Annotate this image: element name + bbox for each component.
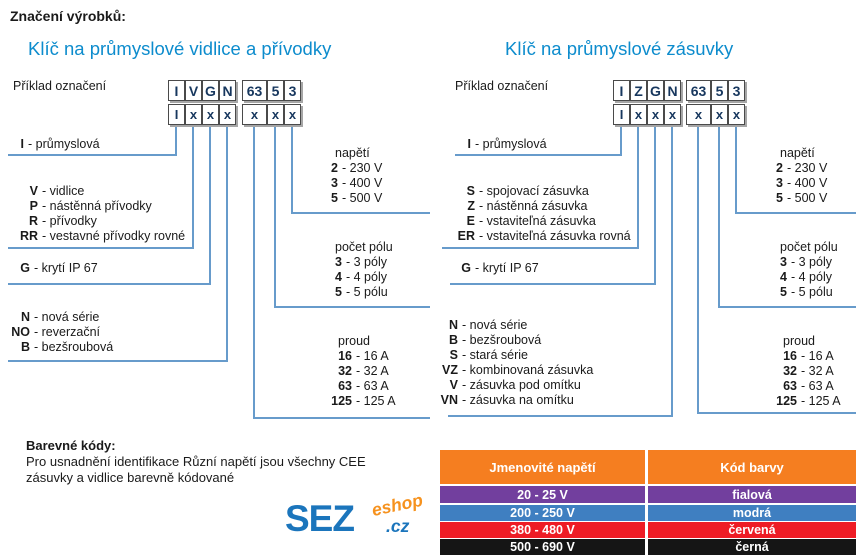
socket-label-group-type (442, 184, 631, 244)
label-code: 3 (780, 255, 787, 269)
label-code: N (448, 318, 458, 332)
connector-line (291, 212, 430, 214)
label-row (442, 199, 631, 214)
label-text: - průmyslová (28, 137, 100, 151)
color-codes-text-line2: zásuvky a vidlice barevně kódované (26, 470, 235, 485)
socket-key-heading: Klíč na průmyslové zásuvky (505, 38, 734, 59)
plug-label-group-protection (6, 261, 98, 276)
label-row (6, 137, 100, 152)
label-row (453, 261, 539, 276)
label-text: - 5 pólu (791, 285, 833, 299)
label-row (743, 394, 841, 409)
connector-line (718, 306, 856, 308)
code-cell: 3 (728, 80, 745, 101)
label-row (743, 161, 827, 176)
code-cell: x (284, 104, 301, 125)
connector-line (209, 127, 211, 283)
code-cell: Z (630, 80, 647, 101)
label-row (434, 348, 593, 363)
code-cell: G (647, 80, 664, 101)
current-group-items (743, 349, 841, 409)
label-code: 5 (776, 191, 783, 205)
table-row-voltage: 200 - 250 V (440, 505, 645, 521)
connector-line (226, 127, 228, 360)
label-row (442, 184, 631, 199)
label-text: - 4 póly (791, 270, 832, 284)
code-cell: I (613, 80, 630, 101)
poles-group-items (298, 255, 388, 300)
current-group-items (298, 349, 396, 409)
code-cell: 5 (711, 80, 728, 101)
label-text: - 3 póly (346, 255, 387, 269)
table-row-voltage: 20 - 25 V (440, 486, 645, 503)
table-header-voltage: Jmenovité napětí (440, 450, 645, 484)
plug-code-row-example-left (168, 80, 236, 101)
label-code: VZ (442, 363, 458, 377)
label-code: 4 (780, 270, 787, 284)
label-text: - nástěnná přívodky (42, 199, 152, 213)
code-cell: x (711, 104, 728, 125)
label-row (298, 176, 382, 191)
label-row (298, 364, 396, 379)
label-code: 32 (338, 364, 352, 378)
label-code: Z (467, 199, 475, 213)
table-row-color-name: černá (648, 539, 856, 555)
label-row (743, 255, 833, 270)
label-row (6, 199, 185, 214)
label-text: - bezšroubová (34, 340, 114, 354)
code-cell: V (185, 80, 202, 101)
label-code: B (448, 333, 458, 347)
connector-line (718, 127, 720, 306)
poles-group-title: počet pólu (780, 240, 838, 254)
connector-line (654, 127, 656, 283)
socket-example-label: Příklad označení (455, 79, 549, 93)
connector-line (735, 212, 856, 214)
label-code: P (29, 199, 38, 213)
connector-line (175, 127, 177, 154)
connector-line (253, 417, 430, 419)
label-code: G (20, 261, 30, 275)
label-code: 125 (331, 394, 352, 408)
plug-label-group-series (6, 310, 113, 355)
label-text: - krytí IP 67 (34, 261, 98, 275)
label-text: - 500 V (787, 191, 828, 205)
plug-example-label: Příklad označení (13, 79, 107, 93)
label-code: I (20, 137, 24, 151)
connector-line (620, 127, 622, 154)
connector-line (274, 127, 276, 306)
label-code: V (29, 184, 38, 198)
voltage-group-title: napětí (335, 146, 370, 160)
connector-line (735, 127, 737, 212)
plug-label-group-type (6, 184, 185, 244)
code-cell: x (630, 104, 647, 125)
label-code: V (449, 378, 458, 392)
code-cell: 63 (686, 80, 711, 101)
label-text: - 16 A (801, 349, 834, 363)
label-text: - 125 A (356, 394, 396, 408)
label-code: 3 (776, 176, 783, 190)
code-cell: G (202, 80, 219, 101)
label-text: - bezšroubová (462, 333, 542, 347)
label-row (453, 137, 547, 152)
label-text: - 3 póly (791, 255, 832, 269)
label-text: - 125 A (801, 394, 841, 408)
code-cell: 63 (242, 80, 267, 101)
plug-key-heading: Klíč na průmyslové vidlice a přívodky (28, 38, 332, 59)
label-code: R (28, 214, 38, 228)
label-row (434, 378, 593, 393)
label-code: G (461, 261, 471, 275)
label-text: - přívodky (42, 214, 97, 228)
label-row (6, 184, 185, 199)
label-row (434, 333, 593, 348)
label-code: 16 (783, 349, 797, 363)
label-text: - zásuvka na omítku (462, 393, 574, 407)
label-text: - stará série (462, 348, 528, 362)
page-title: Značení výrobků: (10, 8, 126, 24)
label-row (442, 229, 631, 244)
label-row (434, 363, 593, 378)
table-row-color-name: fialová (648, 486, 856, 503)
label-code: 5 (331, 191, 338, 205)
label-row (6, 229, 185, 244)
connector-line (192, 127, 194, 247)
plug-code-row-mask-left (168, 104, 236, 125)
socket-code-row-mask-left (613, 104, 681, 125)
connector-line (253, 127, 255, 417)
label-text: - 4 póly (346, 270, 387, 284)
socket-label-group-protection (453, 261, 539, 276)
label-row (298, 191, 382, 206)
label-code: 3 (335, 255, 342, 269)
label-code: E (466, 214, 475, 228)
label-row (434, 393, 593, 408)
connector-line (442, 247, 639, 249)
code-cell: N (664, 80, 681, 101)
connector-line (8, 360, 228, 362)
connector-line (671, 127, 673, 415)
socket-code-row-example-left (613, 80, 681, 101)
label-text: - vidlice (42, 184, 85, 198)
label-row (743, 364, 841, 379)
label-code: 3 (331, 176, 338, 190)
table-header-color: Kód barvy (648, 450, 856, 484)
connector-line (448, 415, 673, 417)
label-row (298, 379, 396, 394)
label-row (298, 285, 388, 300)
label-text: - vestavné přívodky rovné (42, 229, 186, 243)
label-text: - 230 V (787, 161, 828, 175)
label-row (298, 161, 382, 176)
label-row (743, 349, 841, 364)
label-code: 125 (776, 394, 797, 408)
plug-label-group-series-i (6, 137, 100, 152)
connector-line (697, 412, 856, 414)
connector-line (8, 154, 177, 156)
label-code: 63 (338, 379, 352, 393)
label-code: RR (19, 229, 38, 243)
table-row-voltage: 500 - 690 V (440, 539, 645, 555)
connector-line (455, 154, 622, 156)
code-cell: x (242, 104, 267, 125)
code-cell: I (168, 104, 185, 125)
socket-code-row-mask-right (686, 104, 745, 125)
voltage-group-title: napětí (780, 146, 815, 160)
label-row (6, 261, 98, 276)
socket-code-row-example-right (686, 80, 745, 101)
label-text: - 230 V (342, 161, 383, 175)
label-text: - zásuvka pod omítku (462, 378, 581, 392)
voltage-group-items (743, 161, 827, 206)
table-row-voltage: 380 - 480 V (440, 522, 645, 538)
current-group-title: proud (338, 334, 370, 348)
code-cell: x (647, 104, 664, 125)
label-code: NO (11, 325, 30, 339)
label-text: - nová série (34, 310, 100, 324)
label-text: - průmyslová (475, 137, 547, 151)
label-text: - 32 A (801, 364, 834, 378)
label-code: 5 (335, 285, 342, 299)
logo-sez-text: SEZ (285, 498, 354, 539)
label-code: 2 (331, 161, 338, 175)
connector-line (291, 127, 293, 212)
code-cell: x (202, 104, 219, 125)
label-text: - 63 A (356, 379, 389, 393)
poles-group-items (743, 255, 833, 300)
socket-label-group-series (434, 318, 593, 408)
code-cell: x (267, 104, 284, 125)
table-row-color-name: modrá (648, 505, 856, 521)
label-row (298, 270, 388, 285)
code-cell: I (613, 104, 630, 125)
logo-cz-text: .cz (386, 516, 410, 536)
label-code: 4 (335, 270, 342, 284)
label-code: S (466, 184, 475, 198)
connector-line (8, 247, 194, 249)
poles-group-title: počet pólu (335, 240, 393, 254)
code-cell: x (686, 104, 711, 125)
label-code: ER (457, 229, 475, 243)
current-group-title: proud (783, 334, 815, 348)
logo-eshop-text: eshop (369, 489, 425, 520)
label-row (743, 270, 833, 285)
label-text: - nástěnná zásuvka (479, 199, 588, 213)
label-text: - kombinovaná zásuvka (462, 363, 594, 377)
code-cell: x (728, 104, 745, 125)
label-text: - 400 V (787, 176, 828, 190)
plug-code-row-example-right (242, 80, 301, 101)
label-code: S (449, 348, 458, 362)
label-text: - 32 A (356, 364, 389, 378)
label-text: - 400 V (342, 176, 383, 190)
code-cell: x (219, 104, 236, 125)
label-text: - 5 pólu (346, 285, 388, 299)
label-row (743, 285, 833, 300)
label-text: - spojovací zásuvka (479, 184, 589, 198)
label-text: - vstaviteľná zásuvka rovná (479, 229, 631, 243)
plug-code-row-mask-right (242, 104, 301, 125)
label-text: - nová série (462, 318, 528, 332)
label-row (6, 325, 113, 340)
code-cell: N (219, 80, 236, 101)
color-codes-text-line1: Pro usnadnění identifikace Různí napětí jsou všechny CEE (26, 454, 366, 469)
label-row (298, 349, 396, 364)
label-row (6, 310, 113, 325)
label-row (298, 255, 388, 270)
connector-line (274, 306, 430, 308)
label-text: - 63 A (801, 379, 834, 393)
table-row-color-name: červená (648, 522, 856, 538)
connector-line (450, 283, 656, 285)
label-row (434, 318, 593, 333)
label-row (442, 214, 631, 229)
label-text: - krytí IP 67 (475, 261, 539, 275)
label-code: VN (440, 393, 458, 407)
label-row (743, 379, 841, 394)
code-cell: x (664, 104, 681, 125)
label-row (743, 176, 827, 191)
label-row (6, 340, 113, 355)
socket-label-group-series-i (453, 137, 547, 152)
label-row (298, 394, 396, 409)
connector-line (637, 127, 639, 247)
label-code: 16 (338, 349, 352, 363)
connector-line (8, 283, 211, 285)
label-text: - 500 V (342, 191, 383, 205)
label-code: 2 (776, 161, 783, 175)
code-cell: I (168, 80, 185, 101)
label-text: - vstaviteľná zásuvka (479, 214, 596, 228)
label-code: 32 (783, 364, 797, 378)
label-code: I (467, 137, 471, 151)
label-code: N (20, 310, 30, 324)
label-row (743, 191, 827, 206)
connector-line (697, 127, 699, 412)
code-cell: x (185, 104, 202, 125)
voltage-group-items (298, 161, 382, 206)
label-text: - 16 A (356, 349, 389, 363)
label-code: B (20, 340, 30, 354)
code-cell: 3 (284, 80, 301, 101)
color-codes-title: Barevné kódy: (26, 438, 116, 453)
label-code: 63 (783, 379, 797, 393)
label-code: 5 (780, 285, 787, 299)
label-text: - reverzační (34, 325, 100, 339)
code-cell: 5 (267, 80, 284, 101)
label-row (6, 214, 185, 229)
